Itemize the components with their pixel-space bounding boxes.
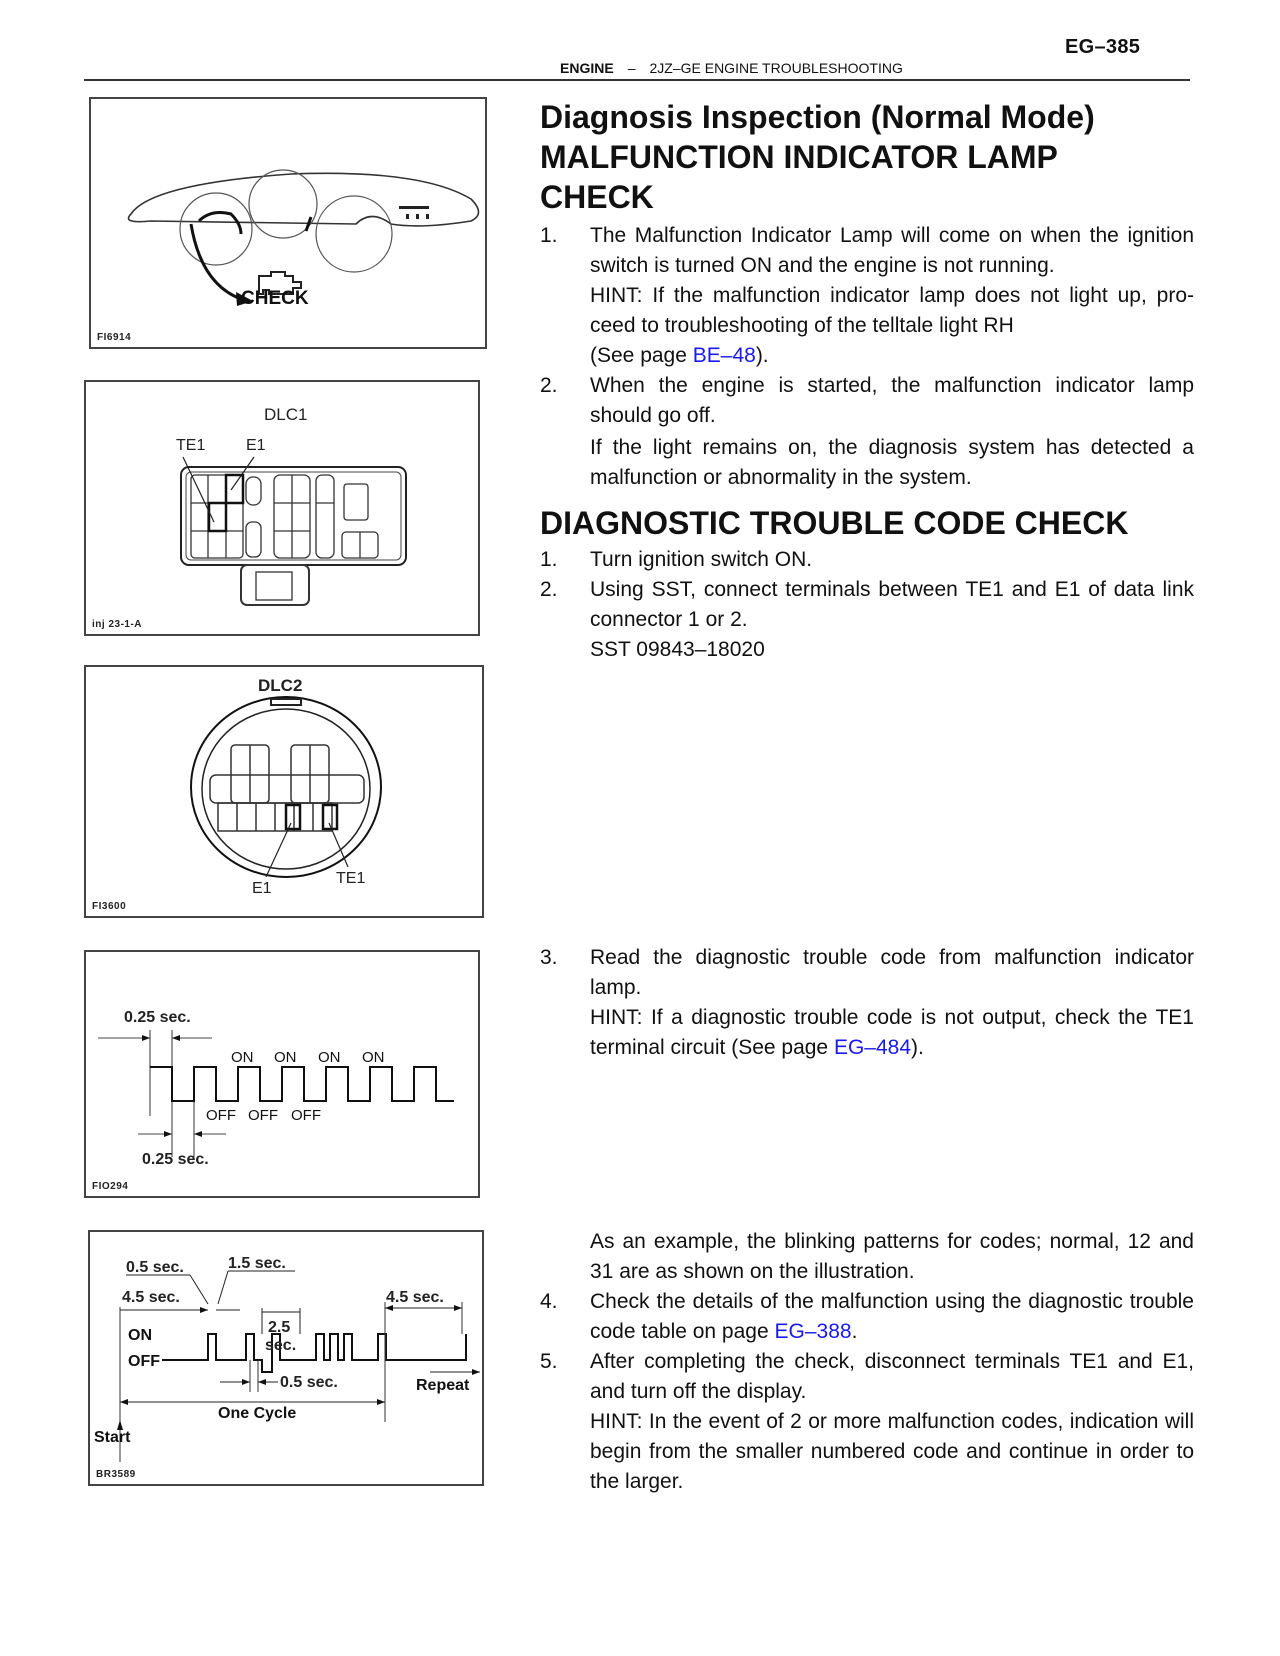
note: If the light remains on, the diagnosis system has detected a malfunction or abnormality in the system. [590,436,1194,489]
section-title-line3: CHECK [540,179,654,215]
link-eg-484[interactable]: EG–484 [833,1036,912,1059]
start-label: Start [94,1429,131,1446]
dlc2-connector-illustration [86,667,486,920]
repeat-label: Repeat [416,1377,470,1394]
hint: HINT: In the event of 2 or more malfunction codes, indication will begin from the smaller numbered code and continue in order to the larger. [590,1410,1194,1493]
step-text: After completing the check, disconnect terminals TE1 and E1, and turn off the display. [590,1350,1194,1403]
separator: – [627,60,636,76]
see-reference [540,341,1194,371]
step-text: Turn ignition switch ON. [590,548,813,571]
header-rule [84,79,1190,81]
one-cycle-label: One Cycle [218,1405,297,1422]
step-text: Check the details of the malfunction using the diagnostic trouble code table on page [590,1290,1194,1343]
duration-label: 0.25 sec. [124,1009,191,1026]
figure-code: FI6914 [97,332,132,343]
duration-label: 0.5 sec. [280,1374,338,1391]
duration-label: sec. [265,1337,297,1354]
instrument-cluster-illustration [91,99,489,351]
link-eg-388[interactable]: EG–388 [774,1320,852,1343]
step-number: 1. [540,548,558,571]
hint: HINT: If the malfunction indicator lamp does not light up, pro-ceed to troubleshooting of the telltale light RH [590,284,1194,337]
figure-code: FIO294 [92,1181,129,1192]
step-number: 4. [540,1290,558,1313]
figure-dlc1 [84,380,480,636]
sst-number: SST 09843–18020 [590,638,765,661]
step-text: Read the diagnostic trouble code from malfunction indicator lamp. [590,946,1194,999]
section-title-dtc: DIAGNOSTIC TROUBLE CODE CHECK [540,505,1129,541]
example-note: As an example, the blinking patterns for codes; normal, 12 and 31 are as shown on the illustration. [590,1230,1194,1283]
te1-label: TE1 [176,437,206,454]
on-label: ON [318,1049,341,1066]
on-label: ON [274,1049,297,1066]
step-text: Using SST, connect terminals between TE1 and E1 of data link connector 1 or 2. [590,578,1194,631]
duration-label: 4.5 sec. [386,1289,444,1306]
figure-instrument-cluster [89,97,487,349]
off-label: OFF [206,1107,236,1124]
step-text: When the engine is started, the malfunction indicator lamp should go off. [590,374,1194,427]
off-label: OFF [248,1107,278,1124]
on-label: ON [128,1327,152,1344]
step-1 [540,221,1194,281]
figure-normal-code-pattern [84,950,480,1198]
e1-label: E1 [246,437,266,454]
check-label: CHECK [241,288,309,309]
dtc-steps-4-5-block [540,1227,1194,1497]
see-prefix: (See page [590,344,693,367]
code-timing-waveform [90,1232,486,1488]
on-label: ON [362,1049,385,1066]
step-number: 1. [540,224,558,247]
off-label: OFF [291,1107,321,1124]
normal-blink-waveform [86,952,482,1200]
figure-dlc2 [84,665,484,918]
duration-label: 2.5 [268,1319,291,1336]
hint-prefix: HINT: If a diagnostic trouble code is not output, check the TE1 terminal circuit (See page [590,1006,1194,1059]
page-number: EG–385 [1065,36,1141,58]
duration-label: 0.5 sec. [126,1259,184,1276]
see-suffix: ). [755,344,769,367]
dlc1-title: DLC1 [264,405,308,424]
te1-label: TE1 [336,870,366,887]
step-number: 5. [540,1350,558,1373]
step-2 [540,371,1194,431]
hint [540,1003,1194,1063]
step-text-suffix: . [851,1320,858,1343]
dtc-step-3-block [540,943,1194,1063]
duration-label: 1.5 sec. [228,1255,286,1272]
dtc-step-4 [540,1287,1194,1347]
section-title-line2: MALFUNCTION INDICATOR LAMP [540,139,1058,175]
running-header [560,60,903,76]
section-title-line1: Diagnosis Inspection (Normal Mode) [540,99,1095,135]
figure-code: FI3600 [92,901,127,912]
off-label: OFF [128,1353,160,1370]
dtc-step-1 [540,545,1194,575]
subsection-name: 2JZ–GE ENGINE TROUBLESHOOTING [649,60,903,76]
duration-label: 4.5 sec. [122,1289,180,1306]
figure-code: inj 23-1-A [92,619,143,630]
step-text: The Malfunction Indicator Lamp will come on when the ignition switch is turned ON and the engine is not running. [590,224,1194,277]
figure-code-timing [88,1230,484,1486]
step-number: 3. [540,946,558,969]
dlc2-title: DLC2 [258,676,303,695]
link-be-48[interactable]: BE–48 [692,344,756,367]
e1-label: E1 [252,880,272,897]
section-mil-check [540,97,1194,665]
duration-label: 0.25 sec. [142,1151,209,1168]
step-number: 2. [540,374,558,397]
dtc-step-5 [540,1347,1194,1407]
section-name: ENGINE [560,60,614,76]
hint-suffix: ). [911,1036,924,1059]
dtc-step-3 [540,943,1194,1003]
figure-code: BR3589 [96,1469,136,1480]
step-number: 2. [540,578,558,601]
dtc-step-2 [540,575,1194,635]
dlc1-connector-illustration [86,382,482,638]
on-label: ON [231,1049,254,1066]
